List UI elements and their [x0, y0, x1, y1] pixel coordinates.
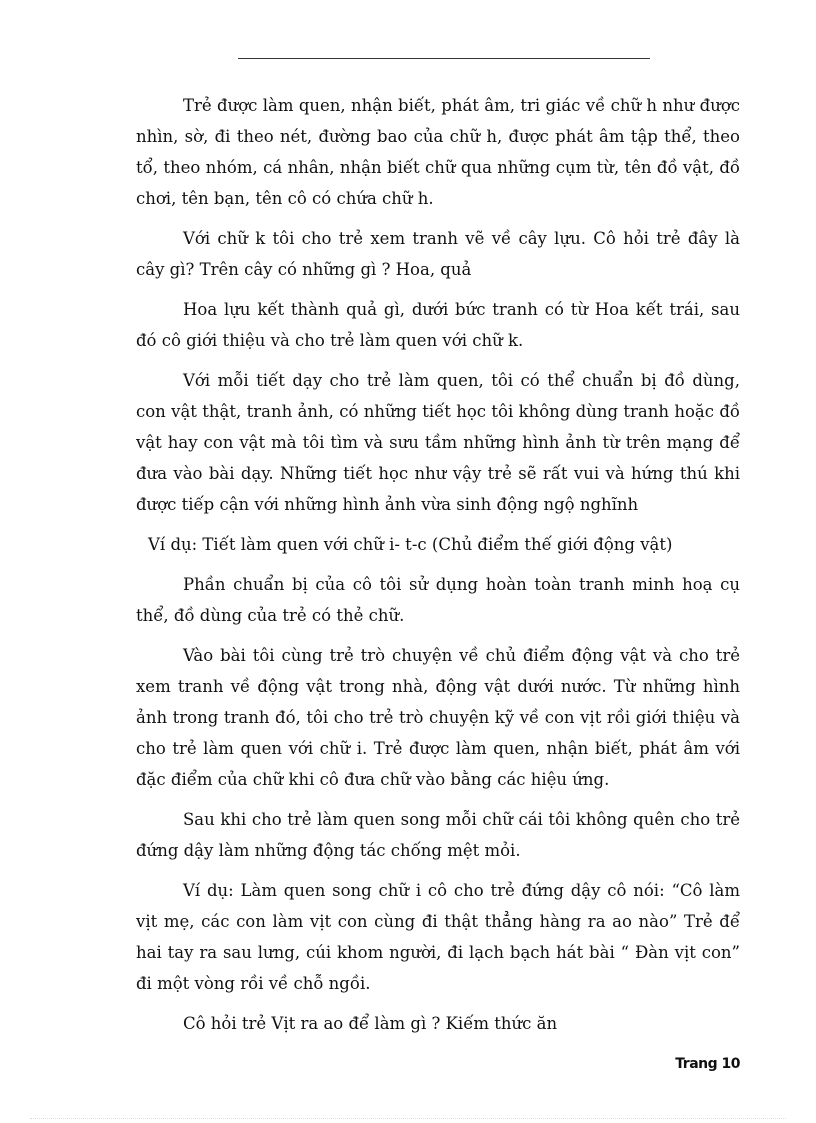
paragraph: Cô hỏi trẻ Vịt ra ao để làm gì ? Kiếm thức ăn: [183, 1014, 558, 1033]
paragraph: Hoa lựu kết thành quả gì, dưới bức tranh có từ Hoa kết trái, sau đó cô giới thiệu và cho trẻ làm quen với chữ k.: [136, 300, 740, 350]
paragraph: Sau khi cho trẻ làm quen song mỗi chữ cái tôi không quên cho trẻ đứng dậy làm những động tác chống mệt mỏi.: [136, 810, 740, 860]
paragraph: Phần chuẩn bị của cô tôi sử dụng hoàn toàn tranh minh hoạ cụ thể, đồ dùng của trẻ có thẻ chữ.: [136, 575, 740, 625]
document-body: [136, 90, 740, 1048]
paragraph: Vào bài tôi cùng trẻ trò chuyện về chủ điểm động vật và cho trẻ xem tranh về động vật trong nhà, động vật dưới nước. Từ những hình ảnh trong tranh đó, tôi cho trẻ trò chuyện kỹ về con vịt rồi giới thiệu và cho trẻ làm quen với chữ i. Trẻ được làm quen, nhận biết, phát âm với đặc điểm của chữ khi cô đưa chữ vào bằng các hiệu ứng.: [136, 646, 740, 789]
paragraph: Ví dụ: Tiết làm quen với chữ i- t-c (Chủ điểm thế giới động vật): [148, 535, 673, 554]
footer-divider: [30, 1118, 786, 1119]
paragraph: Với mỗi tiết dạy cho trẻ làm quen, tôi có thể chuẩn bị đồ dùng, con vật thật, tranh ảnh, có những tiết học tôi không dùng tranh hoặc đồ vật hay con vật mà tôi tìm và sưu tầm những hình ảnh từ trên mạng để đưa vào bài dạy. Những tiết học như vậy trẻ sẽ rất vui và hứng thú khi được tiếp cận với những hình ảnh vừa sinh động ngộ nghĩnh: [136, 371, 740, 514]
paragraph: Ví dụ: Làm quen song chữ i cô cho trẻ đứng dậy cô nói: “Cô làm vịt mẹ, các con làm vịt con cùng đi thật thẳng hàng ra ao nào” Trẻ để hai tay ra sau lưng, cúi khom người, đi lạch bạch hát bài “ Đàn vịt con” đi một vòng rồi về chỗ ngồi.: [136, 881, 740, 993]
paragraph: Với chữ k tôi cho trẻ xem tranh vẽ về cây lựu. Cô hỏi trẻ đây là cây gì? Trên cây có những gì ? Hoa, quả: [136, 229, 740, 279]
header-rule: [238, 58, 650, 59]
page-number: Trang 10: [675, 1056, 740, 1072]
paragraph: Trẻ được làm quen, nhận biết, phát âm, tri giác về chữ h như được nhìn, sờ, đi theo nét, đường bao của chữ h, được phát âm tập thể, theo tổ, theo nhóm, cá nhân, nhận biết chữ qua những cụm từ, tên đồ vật, đồ chơi, tên bạn, tên cô có chứa chữ h.: [136, 96, 740, 208]
